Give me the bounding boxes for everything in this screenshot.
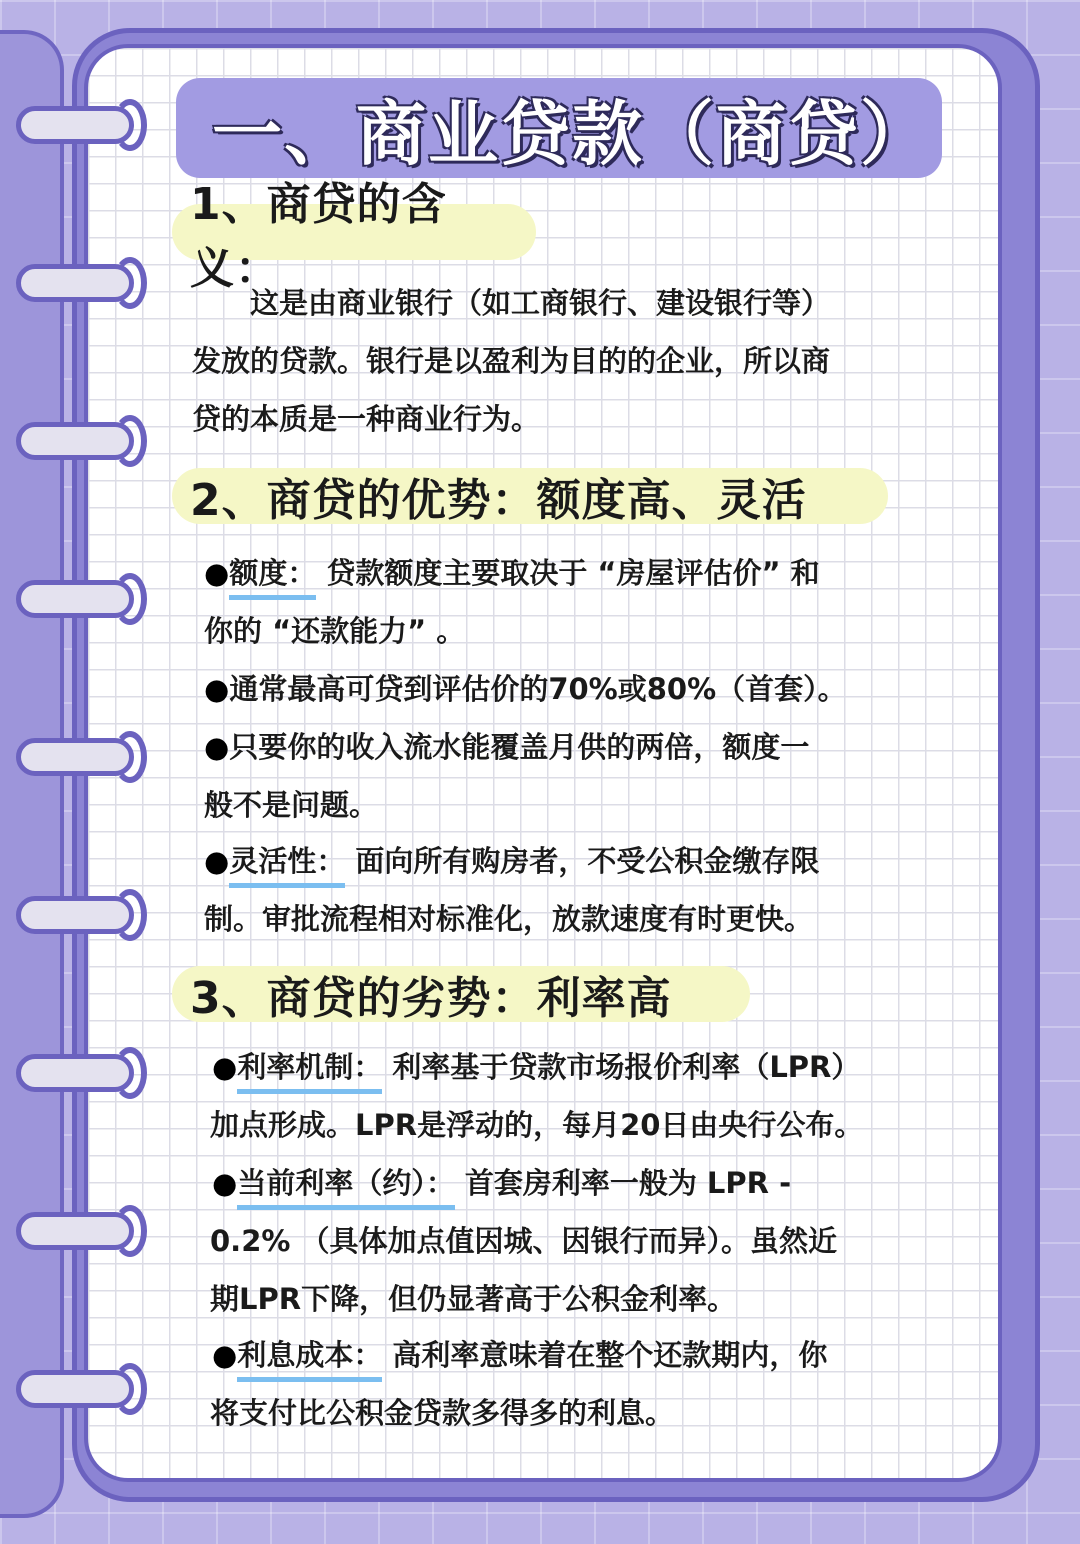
bullet-icon: ● (212, 1050, 238, 1084)
spiral-ring (16, 1054, 134, 1092)
bullet-text-continued: 般不是问题。 (204, 788, 379, 822)
paragraph-line: 发放的贷款。银行是以盈利为目的的企业，所以商 (192, 344, 831, 378)
bullet-text: 高利率意味着在整个还款期内，你 (392, 1338, 828, 1372)
bullet-icon: ● (204, 672, 230, 706)
spiral-ring (16, 422, 134, 460)
section-heading-text: 1、商贷的含义： (190, 179, 447, 294)
list-item (204, 660, 847, 718)
page-title: 一、商业贷款（商贷） (212, 92, 932, 175)
bullet-icon: ● (204, 730, 230, 764)
bullet-text-continued: 你的 “还款能力” 。 (204, 614, 466, 648)
bullet-text-continued: 期LPR下降，但仍显著高于公积金利率。 (210, 1282, 737, 1316)
spiral-ring (16, 264, 134, 302)
bullet-text: 贷款额度主要取决于 “房屋评估价” 和 (326, 556, 820, 590)
bullet-text: 只要你的收入流水能覆盖月供的两倍，额度一 (229, 730, 810, 764)
section-heading-3 (172, 966, 750, 1022)
bullet-text-continued: 将支付比公积金贷款多得多的利息。 (210, 1396, 675, 1430)
bullet-icon: ● (212, 1166, 238, 1200)
bullet-key: 利率机制： (237, 1045, 382, 1094)
bullet-text-continued: 0.2% （具体加点值因城、因银行而异）。虽然近 (210, 1224, 838, 1258)
bullet-key: 利息成本： (237, 1333, 382, 1382)
section-heading-text: 3、商贷的劣势：利率高 (190, 973, 672, 1024)
spiral-ring (16, 896, 134, 934)
bullet-text: 面向所有购房者，不受公积金缴存限 (355, 844, 820, 878)
bullet-icon: ● (204, 556, 230, 590)
bullet-text-continued: 加点形成。LPR是浮动的，每月20日由央行公布。 (210, 1108, 864, 1142)
list-item (212, 1038, 860, 1096)
title-banner (176, 78, 942, 178)
section-heading-2 (172, 468, 888, 524)
spiral-ring (16, 580, 134, 618)
bullet-icon: ● (204, 844, 230, 878)
bullet-text: 利率基于贷款市场报价利率（LPR） (392, 1050, 861, 1084)
list-item (204, 544, 820, 602)
bullet-text-continued: 制。审批流程相对标准化，放款速度有时更快。 (204, 902, 814, 936)
spiral-ring (16, 1370, 134, 1408)
spiral-ring (16, 738, 134, 776)
bullet-key: 额度： (229, 551, 316, 600)
list-item (204, 832, 819, 890)
bullet-text: 首套房利率一般为 LPR - (464, 1166, 792, 1200)
list-item (212, 1326, 827, 1384)
paragraph-line: 这是由商业银行（如工商银行、建设银行等） (250, 286, 831, 320)
bullet-text: 通常最高可贷到评估价的70%或80%（首套）。 (229, 672, 847, 706)
section-heading-text: 2、商贷的优势：额度高、灵活 (190, 475, 807, 526)
list-item (204, 718, 809, 776)
spiral-ring (16, 1212, 134, 1250)
list-item (212, 1154, 791, 1212)
spiral-ring (16, 106, 134, 144)
bullet-key: 当前利率（约）： (237, 1161, 455, 1210)
section-heading-1 (172, 179, 536, 294)
bullet-icon: ● (212, 1338, 238, 1372)
paragraph-line: 贷的本质是一种商业行为。 (192, 402, 541, 436)
bullet-key: 灵活性： (229, 839, 345, 888)
